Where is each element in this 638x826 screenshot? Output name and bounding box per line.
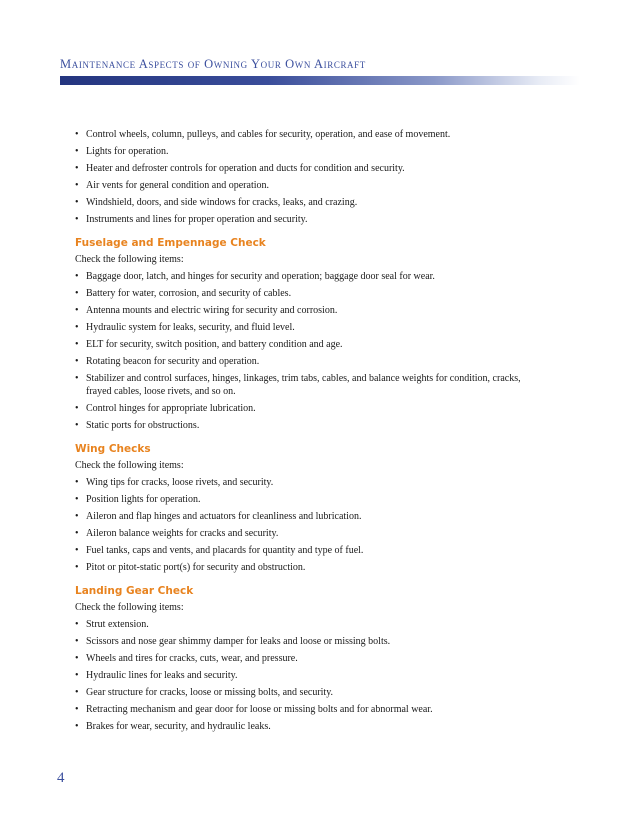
list-item: • Pitot or pitot-static port(s) for security and obstruction. — [75, 561, 545, 574]
list-item: • Lights for operation. — [75, 145, 545, 158]
list-item: • Strut extension. — [75, 618, 545, 631]
list-item: • Scissors and nose gear shimmy damper for leaks and loose or missing bolts. — [75, 635, 545, 648]
page-content — [75, 128, 545, 737]
list-item: • Control wheels, column, pulleys, and cables for security, operation, and ease of movement. — [75, 128, 545, 141]
section-heading: Landing Gear Check — [75, 585, 194, 597]
list-item: • Heater and defroster controls for operation and ducts for condition and security. — [75, 162, 545, 175]
section-intro: Check the following items: — [75, 460, 184, 471]
fuselage-checklist — [75, 270, 545, 432]
section-landing-gear — [75, 584, 545, 733]
list-item: • Aileron balance weights for cracks and security. — [75, 527, 545, 540]
section-heading: Fuselage and Empennage Check — [75, 237, 266, 249]
section-fuselage-empennage — [75, 236, 545, 432]
list-item: • Static ports for obstructions. — [75, 419, 545, 432]
list-item: • Position lights for operation. — [75, 493, 545, 506]
list-item: • Hydraulic lines for leaks and security. — [75, 669, 545, 682]
list-item: • Brakes for wear, security, and hydraulic leaks. — [75, 720, 545, 733]
list-item: • Control hinges for appropriate lubrication. — [75, 402, 545, 415]
header-gradient-bar — [60, 76, 580, 85]
section-intro: Check the following items: — [75, 254, 184, 265]
running-header-title: Maintenance Aspects of Owning Your Own Aircraft — [60, 57, 366, 71]
list-item: • ELT for security, switch position, and battery condition and age. — [75, 338, 545, 351]
list-item: • Fuel tanks, caps and vents, and placards for quantity and type of fuel. — [75, 544, 545, 557]
landing-gear-checklist — [75, 618, 545, 733]
list-item: • Baggage door, latch, and hinges for security and operation; baggage door seal for wear. — [75, 270, 545, 283]
list-item: • Battery for water, corrosion, and security of cables. — [75, 287, 545, 300]
wing-checklist — [75, 476, 545, 574]
section-heading: Wing Checks — [75, 443, 151, 455]
list-item: • Wing tips for cracks, loose rivets, and security. — [75, 476, 545, 489]
section-intro: Check the following items: — [75, 602, 184, 613]
intro-checklist — [75, 128, 545, 226]
list-item: • Retracting mechanism and gear door for loose or missing bolts and for abnormal wear. — [75, 703, 545, 716]
list-item: • Stabilizer and control surfaces, hinges, linkages, trim tabs, cables, and balance weights for condition, cracks, frayed cables, loose rivets, and so on. — [75, 372, 545, 398]
list-item: • Hydraulic system for leaks, security, and fluid level. — [75, 321, 545, 334]
list-item: • Antenna mounts and electric wiring for security and corrosion. — [75, 304, 545, 317]
list-item: • Aileron and flap hinges and actuators for cleanliness and lubrication. — [75, 510, 545, 523]
page-number: 4 — [57, 770, 65, 786]
list-item: • Rotating beacon for security and operation. — [75, 355, 545, 368]
list-item: • Windshield, doors, and side windows for cracks, leaks, and crazing. — [75, 196, 545, 209]
section-wing-checks — [75, 442, 545, 574]
list-item: • Wheels and tires for cracks, cuts, wear, and pressure. — [75, 652, 545, 665]
list-item: • Instruments and lines for proper operation and security. — [75, 213, 545, 226]
list-item: • Gear structure for cracks, loose or missing bolts, and security. — [75, 686, 545, 699]
list-item: • Air vents for general condition and operation. — [75, 179, 545, 192]
